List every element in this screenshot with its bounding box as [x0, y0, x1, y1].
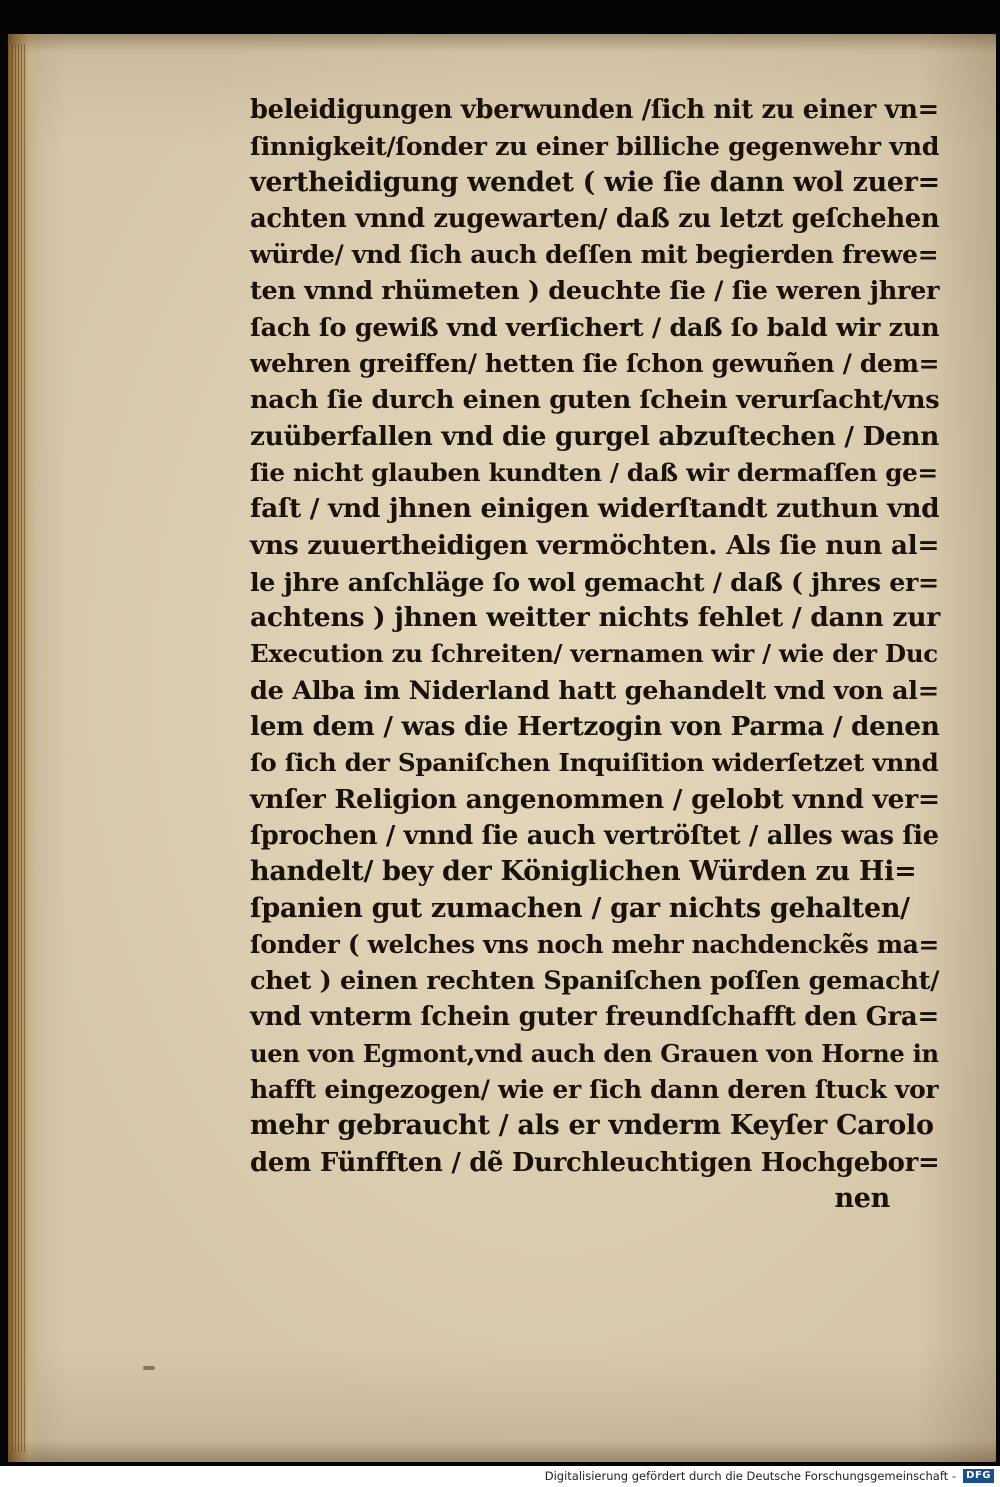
page-shadow-top [8, 34, 996, 52]
text-line: ten vnnd rhümeten ) deuchte ſie / ſie weren jhrer [250, 276, 940, 307]
text-line: ſpanien gut zumachen / gar nichts gehalten/ [250, 892, 910, 924]
text-line: chet ) einen rechten Spaniſchen poſſen gemacht/ [250, 966, 940, 997]
text-line: lem dem / was die Hertzogin von Parma / denen [250, 711, 940, 743]
text-line: ſach ſo gewiß vnd verſichert / daß ſo bald wir zun [250, 312, 940, 343]
catchword: nen [834, 1182, 890, 1214]
text-line: handelt/ bey der Königlichen Würden zu Hi= [250, 856, 917, 888]
text-line: ſinnigkeit/ſonder zu einer billiche gegenwehr vnd [250, 131, 940, 162]
text-line: le jhre anſchläge ſo wol gemacht / daß ( jhres er= [250, 566, 939, 597]
text-line: mehr gebraucht / als er vnderm Keyſer Carolo [250, 1110, 934, 1142]
text-line: ſprochen / vnnd ſie auch vertröſtet / alles was ſie [250, 820, 939, 851]
ink-speck [143, 1366, 155, 1370]
funding-credit: Digitalisierung gefördert durch die Deutsche Forschungsgemeinschaft - [544, 1469, 956, 1483]
text-line: achten vnnd zugewarten/ daß zu letzt geſchehen [250, 203, 940, 234]
text-line: faſt / vnd jhnen einigen widerſtandt zuthun vnd [250, 493, 940, 525]
text-line: ſo ſich der Spaniſchen Inquiſition widerſetzet vnnd [250, 748, 939, 778]
text-line: ſonder ( welches vns noch mehr nachdenckẽs ma= [250, 929, 939, 959]
text-line: vnſer Religion angenommen / gelobt vnnd ver= [250, 783, 940, 815]
page-edge [8, 34, 38, 1462]
text-line: beleidigungen vberwunden /ſich nit zu einer vn= [250, 95, 939, 125]
text-line: uen von Egmont,vnd auch den Grauen von Horne in [250, 1038, 939, 1068]
text-line: vnd vnterm ſchein guter freundſchafft den Gra= [250, 1002, 939, 1033]
text-line: vertheidigung wendet ( wie ſie dann wol zuer= [250, 166, 940, 198]
text-line: würde/ vnd ſich auch deſſen mit begierden frewe= [250, 240, 939, 270]
text-line: wehren greiffen/ hetten ſie ſchon gewuñen / dem= [250, 349, 940, 379]
text-line: hafft eingezogen/ wie er ſich dann deren ſtuck vor [250, 1075, 939, 1105]
text-line: vns zuuertheidigen vermöchten. Als ſie nun al= [250, 529, 940, 561]
text-line: nach ſie durch einen guten ſchein verurſacht/vns [250, 385, 940, 416]
text-line: de Alba im Niderland hatt gehandelt vnd von al= [250, 675, 939, 706]
text-line: Execution zu ſchreiten/ vernamen wir / wie der Duc [250, 639, 938, 669]
text-line: dem Fünfften / dẽ Durchleuchtigen Hochgebor= [250, 1147, 940, 1178]
text-line: achtens ) jhnen weitter nichts fehlet / dann zur [250, 602, 940, 634]
footer-bar [0, 1466, 1000, 1487]
text-line: ſie nicht glauben kundten / daß wir dermaſſen ge= [250, 457, 938, 487]
page-shadow-bottom [8, 1440, 996, 1462]
page-text [250, 92, 950, 1217]
dfg-logo: DFG [963, 1469, 994, 1483]
text-line: zuüberfallen vnd die gurgel abzuſtechen / Denn [250, 420, 940, 452]
